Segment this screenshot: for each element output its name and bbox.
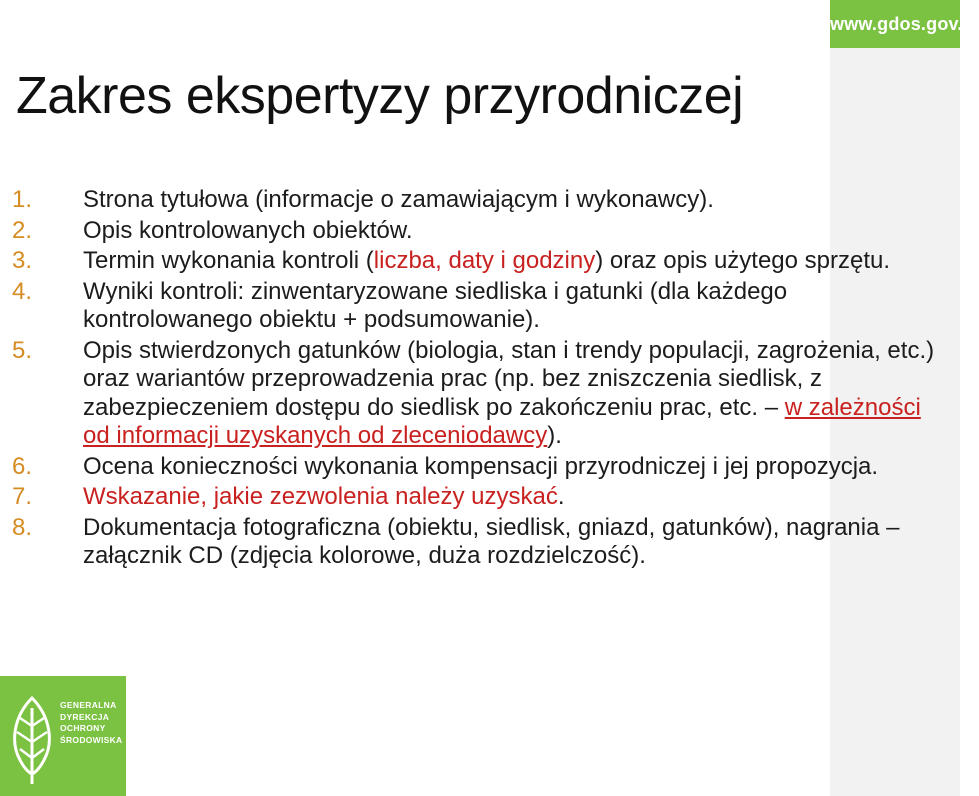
item-number: 8.	[12, 513, 33, 541]
list-item	[0, 337, 950, 451]
list-item	[0, 186, 950, 215]
item-number: 2.	[12, 216, 33, 244]
highlighted-text: Wskazanie, jakie zezwolenia należy uzyskać	[83, 483, 558, 510]
expertise-scope-list	[0, 186, 950, 573]
logo-line: OCHRONY	[60, 723, 106, 733]
list-item	[0, 217, 950, 246]
item-number: 1.	[12, 186, 33, 213]
item-number: 4.	[12, 277, 33, 305]
item-text: Opis kontrolowanych obiektów.	[83, 216, 413, 244]
logo-line: ŚRODOWISKA	[60, 734, 123, 745]
item-text: Wyniki kontroli: zinwentaryzowane siedliska i gatunki (dla każdego kontrolowanego obiektu + podsumowanie).	[83, 277, 788, 333]
gdos-logo	[0, 676, 126, 796]
item-number: 5.	[12, 336, 33, 364]
logo-text	[60, 700, 123, 746]
leaf-icon	[6, 694, 58, 786]
website-url-badge[interactable]: www.gdos.gov.pl	[830, 0, 960, 48]
slide-title: Zakres ekspertyzy przyrodniczej	[16, 67, 744, 125]
item-text-end: .	[557, 483, 565, 510]
client-info-link[interactable]: w zależności od informacji uzyskanych od zleceniodawcy	[83, 393, 921, 449]
item-text: Termin wykonania kontroli (	[83, 247, 374, 274]
list-item	[0, 247, 950, 276]
list-item	[0, 483, 950, 512]
list-item	[0, 278, 950, 335]
logo-line: DYREKCJA	[60, 711, 110, 722]
item-number: 6.	[12, 452, 33, 480]
list-item	[0, 514, 950, 571]
item-text-end: ).	[547, 422, 562, 449]
logo-line: GENERALNA	[60, 700, 117, 710]
item-text: Strona tytułowa (informacje o zamawiającym i wykonawcy).	[83, 186, 714, 213]
highlighted-text: liczba, daty i godziny	[373, 247, 596, 274]
list-item	[0, 453, 950, 482]
item-number: 7.	[12, 483, 33, 510]
item-text: Ocena konieczności wykonania kompensacji przyrodniczej i jej propozycja.	[83, 452, 879, 480]
item-text: Dokumentacja fotograficzna (obiektu, siedlisk, gniazd, gatunków), nagrania – załącznik CD (zdjęcia kolorowe, duża rozdzielczość).	[83, 513, 900, 569]
item-text: Opis stwierdzonych gatunków (biologia, stan i trendy populacji, zagrożenia, etc.) oraz wariantów przeprowadzenia prac (np. bez zniszczenia siedlisk, z zabezpieczeniem dostępu do siedlisk po zakończeniu prac, etc. –	[83, 336, 935, 421]
item-text-end: ) oraz opis użytego sprzętu.	[595, 247, 891, 274]
item-number: 3.	[12, 247, 33, 274]
